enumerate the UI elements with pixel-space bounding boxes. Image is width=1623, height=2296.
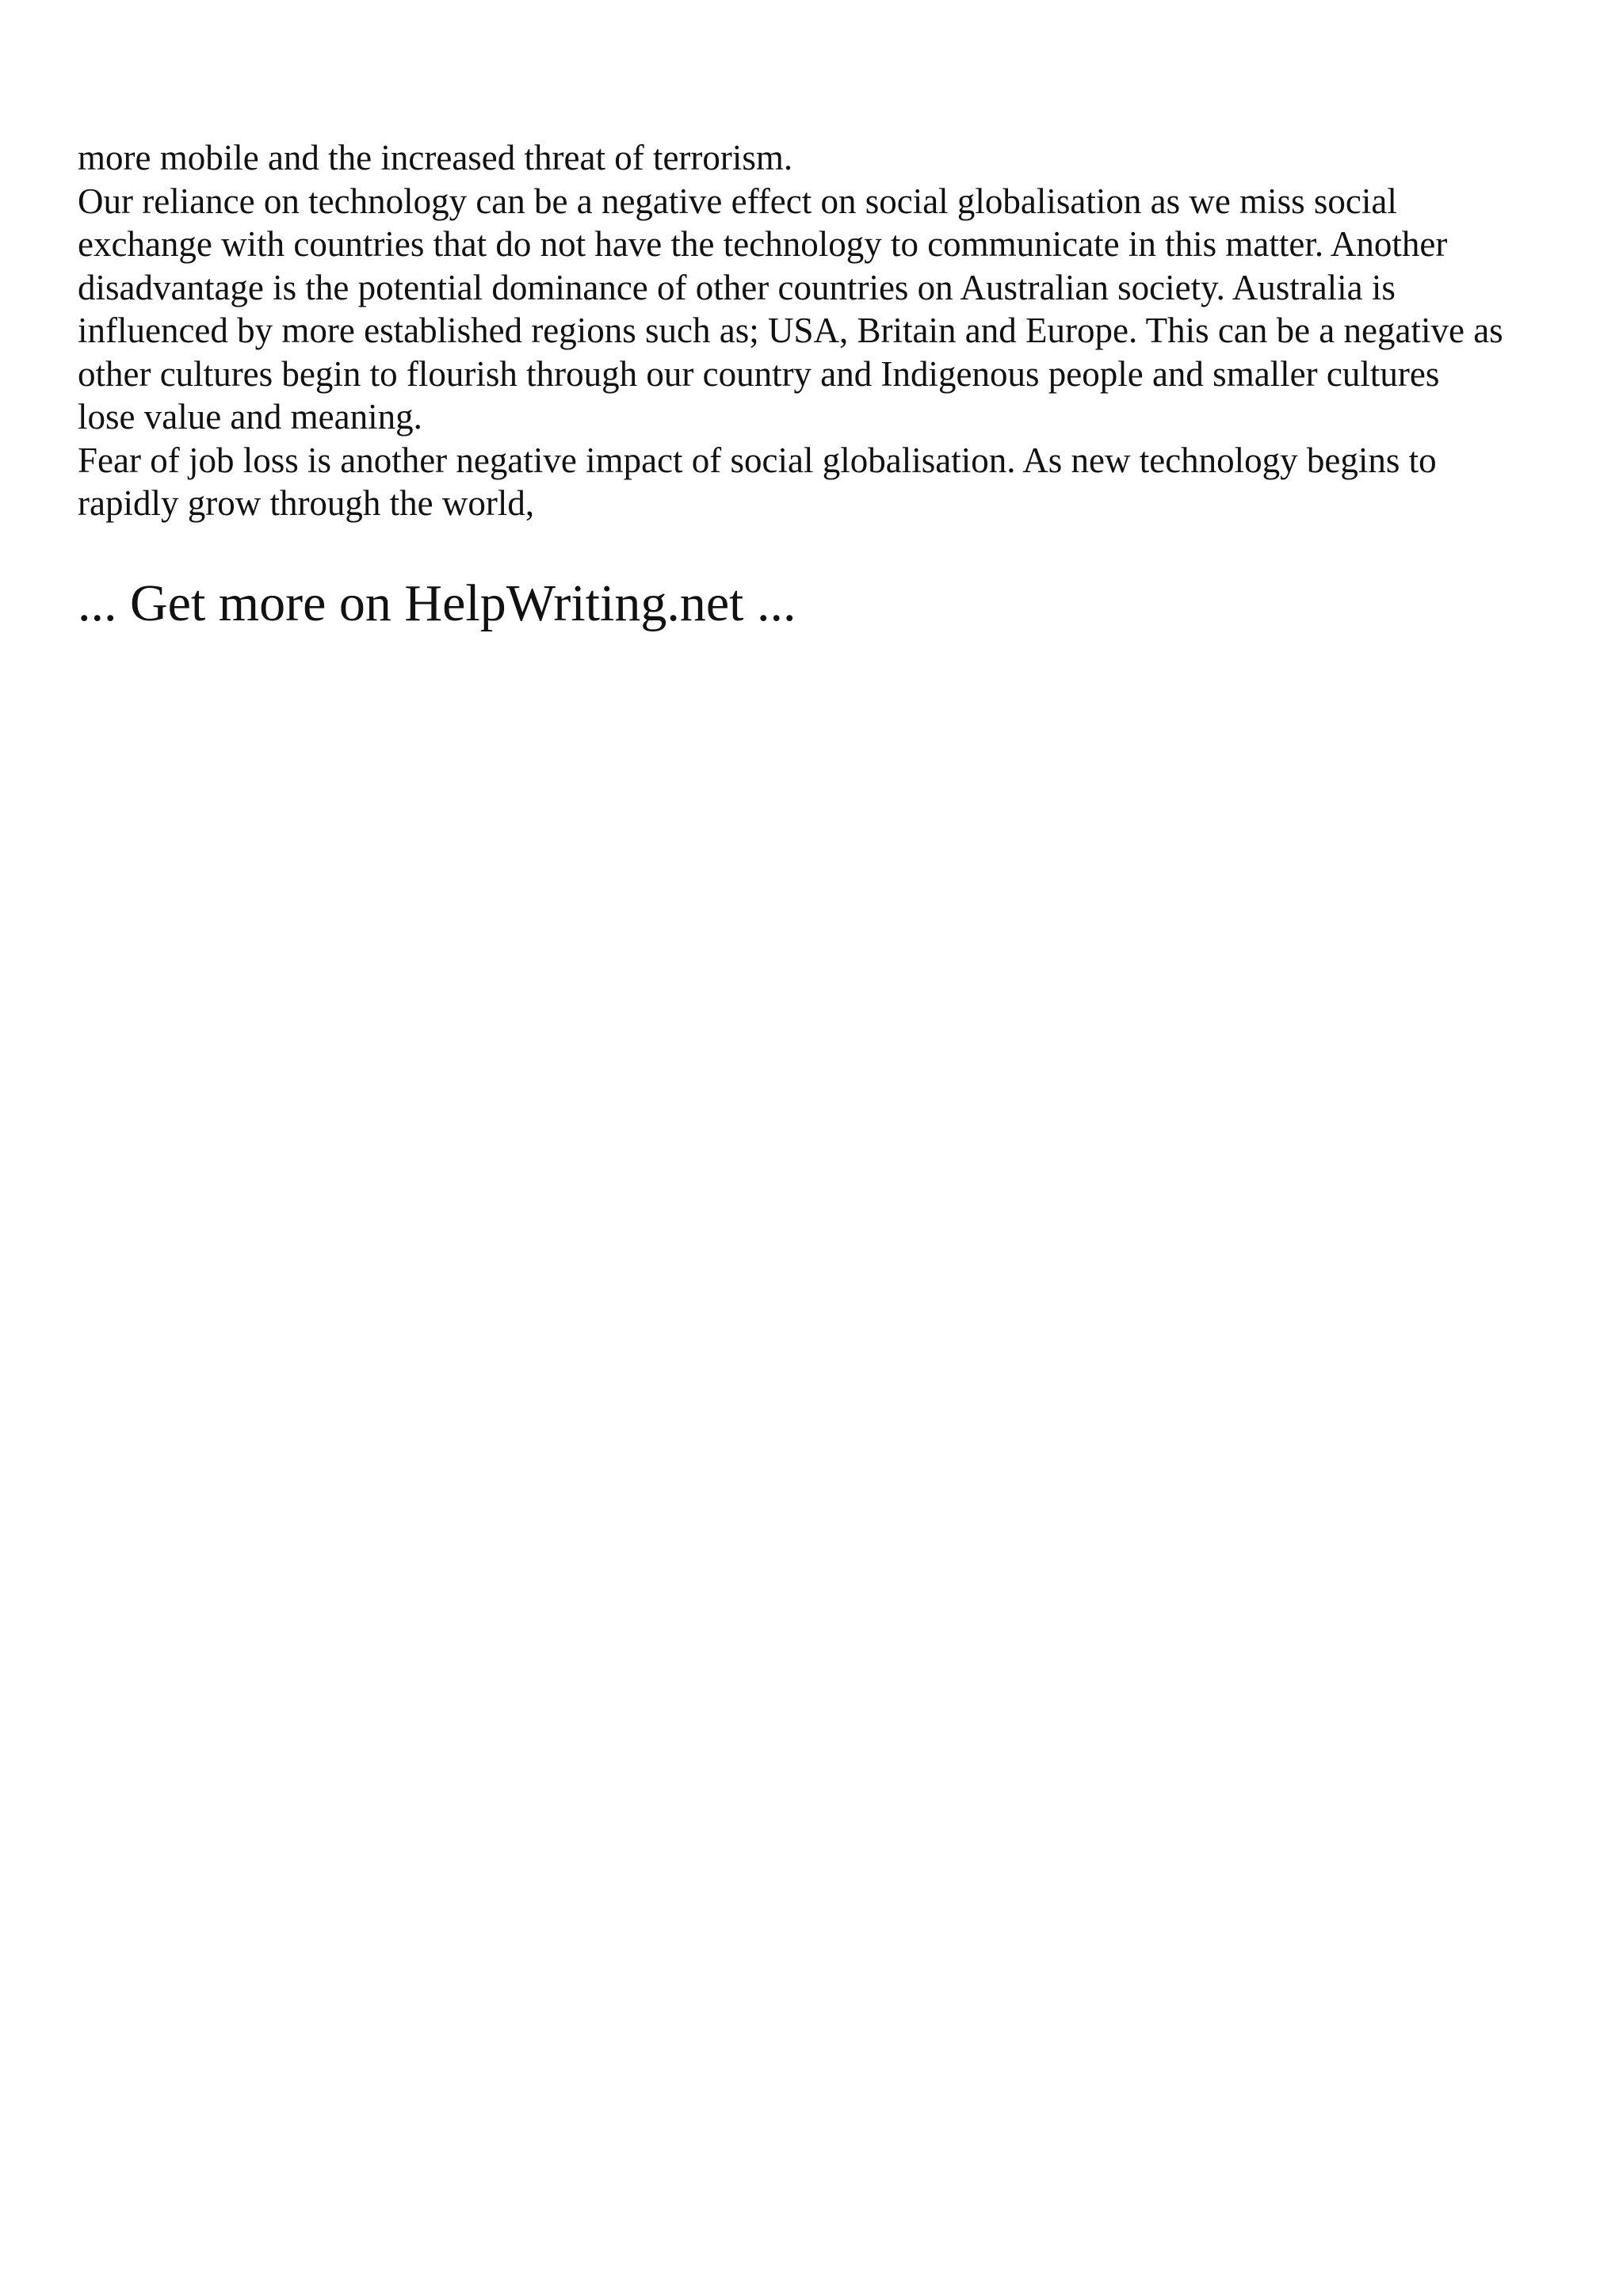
- body-text-line: lose value and meaning.: [78, 397, 422, 437]
- body-text-line: other cultures begin to flourish through our country and Indigenous people and smaller cultures: [78, 353, 1440, 394]
- document-body-text: [78, 136, 1568, 525]
- body-text-line: Our reliance on technology can be a negative effect on social globalisation as we miss social: [78, 181, 1397, 221]
- body-text-line: Fear of job loss is another negative impact of social globalisation. As new technology begins to: [78, 440, 1437, 480]
- body-text-line: influenced by more established regions such as; USA, Britain and Europe. This can be a negative as: [78, 311, 1503, 350]
- body-text-line: disadvantage is the potential dominance of other countries on Australian society. Australia is: [78, 267, 1396, 307]
- get-more-link[interactable]: ... Get more on HelpWriting.net ...: [78, 574, 796, 632]
- body-text-line: exchange with countries that do not have the technology to communicate in this matter. Another: [78, 224, 1448, 264]
- body-text-line: more mobile and the increased threat of terrorism.: [78, 138, 793, 177]
- body-text-line: rapidly grow through the world,: [78, 483, 535, 523]
